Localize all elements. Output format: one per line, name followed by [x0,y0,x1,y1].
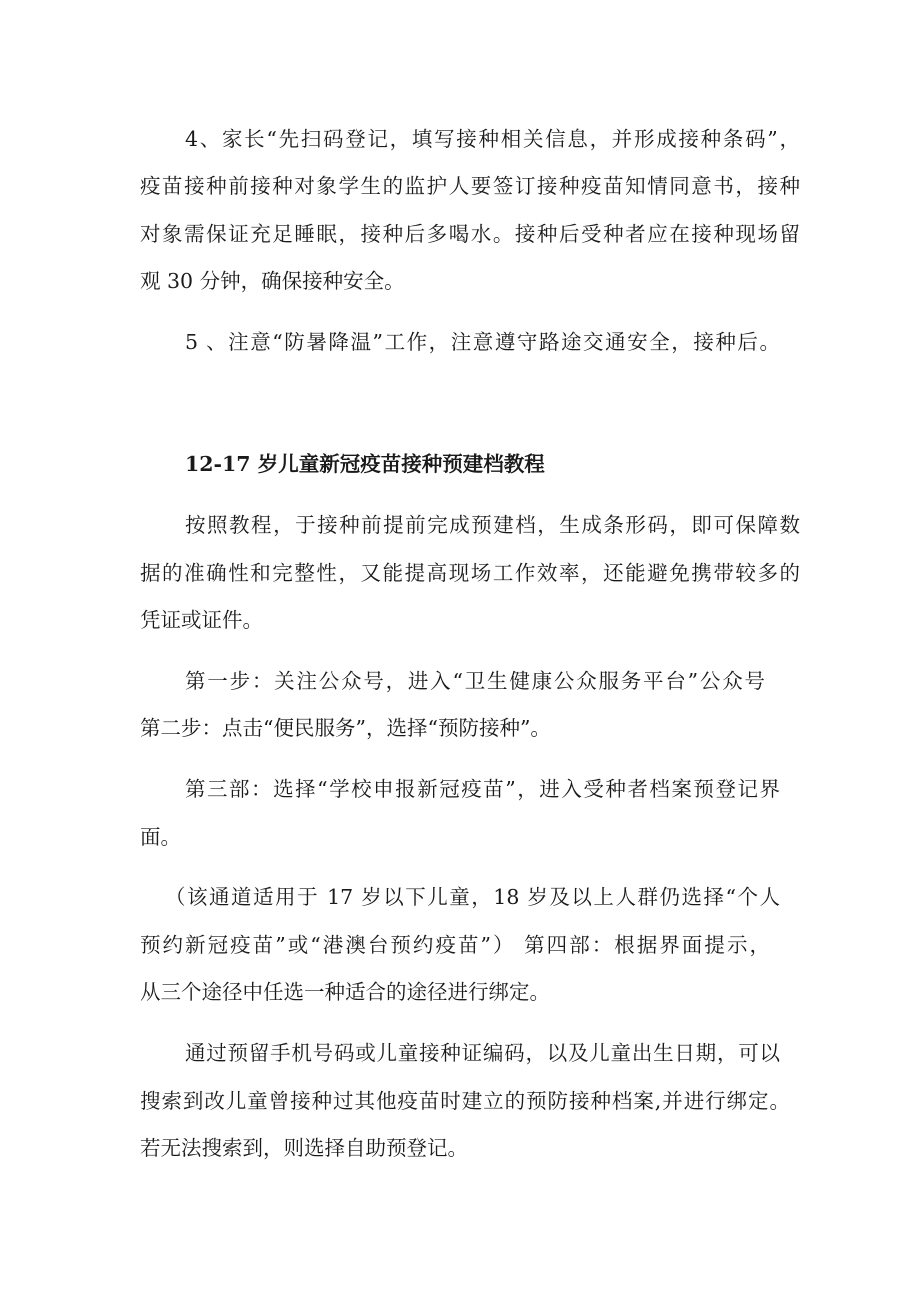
note-line-1: （该通道适用于 17 岁以下儿童，18 岁及以上人群仍选择“个人 [165,885,780,909]
step1-text: 第一步：关注公众号，进入“卫生健康公众服务平台”公众号 [185,669,765,693]
step3-line-1: 第三部：选择“学校申报新冠疫苗”，进入受种者档案预登记界 [185,777,780,801]
step3-line-2: 面。 [140,825,181,849]
intro-line-2: 据的准确性和完整性，又能提高现场工作效率，还能避免携带较多的 [140,561,800,585]
search-line-3: 若无法搜索到，则选择自助预登记。 [140,1136,468,1160]
intro-line-3: 凭证或证件。 [140,608,263,632]
step2-text: 第二步：点击“便民服务”，选择“预防接种”。 [140,716,551,740]
search-line-2: 搜索到改儿童曾接种过其他疫苗时建立的预防接种档案,并进行绑定。 [140,1089,790,1113]
item4-line-4: 观 30 分钟，确保接种安全。 [140,269,405,293]
item4-line-2: 疫苗接种前接种对象学生的监护人要签订接种疫苗知情同意书，接种 [140,174,800,198]
intro-line-1: 按照教程，于接种前提前完成预建档，生成条形码，即可保障数 [185,513,800,537]
item4-line-1: 4、家长“先扫码登记，填写接种相关信息，并形成接种条码”， [185,127,800,151]
item4-line-3: 对象需保证充足睡眠，接种后多喝水。接种后受种者应在接种现场留 [140,222,800,246]
item5-line-1: 5 、注意“防暑降温”工作，注意遵守路途交通安全，接种后。 [185,330,780,354]
tutorial-heading: 12-17 岁儿童新冠疫苗接种预建档教程 [185,452,545,476]
search-line-1: 通过预留手机号码或儿童接种证编码，以及儿童出生日期，可以 [185,1041,780,1065]
note-line-2: 预约新冠疫苗”或“港澳台预约疫苗”） 第四部：根据界面提示， [140,933,770,957]
note-line-3: 从三个途径中任选一种适合的途径进行绑定。 [140,980,550,1004]
